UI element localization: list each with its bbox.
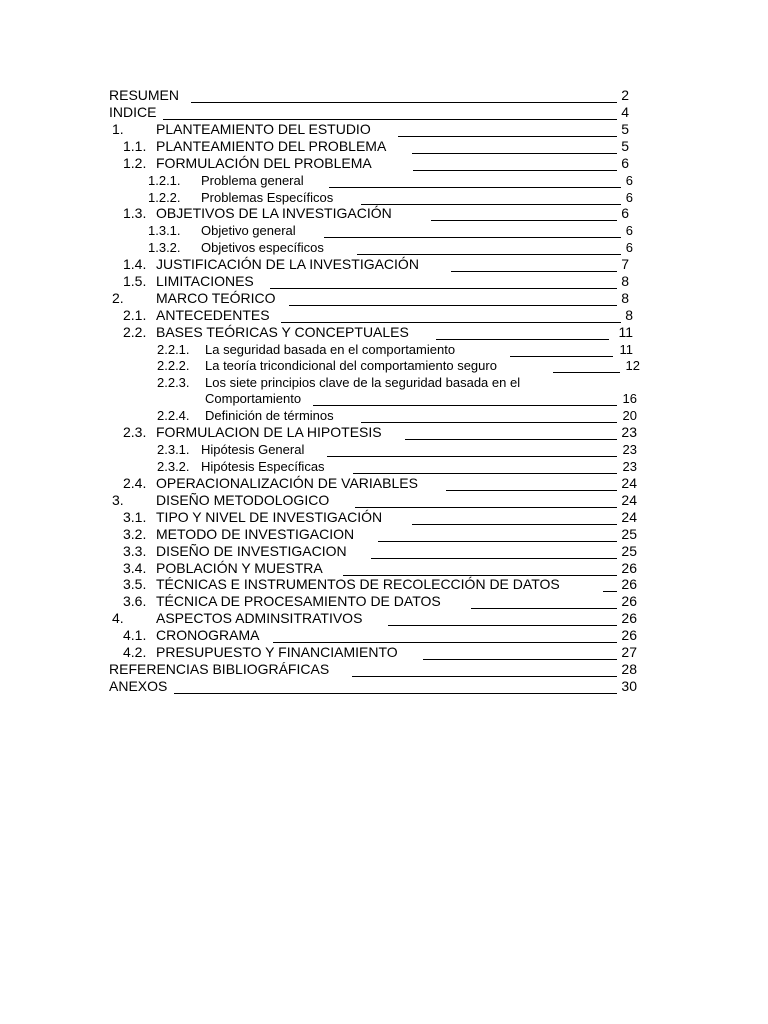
toc-leader xyxy=(313,390,617,406)
toc-entry-number: 2.2.1. xyxy=(157,342,190,357)
toc-entry-title: INDICE xyxy=(109,104,157,120)
toc-leader xyxy=(327,441,617,457)
toc-entry-title: Objetivos específicos xyxy=(201,240,324,255)
toc-entry-number: 2.3.2. xyxy=(157,459,190,474)
toc-leader xyxy=(436,324,609,340)
toc-entry-title: ANEXOS xyxy=(109,678,168,694)
toc-entry[interactable] xyxy=(109,441,637,458)
toc-entry[interactable] xyxy=(109,475,637,492)
toc-entry-page: 4 xyxy=(621,104,629,120)
toc-entry-number: 2.3.1. xyxy=(157,442,190,457)
toc-entry-title: Objetivo general xyxy=(201,223,296,238)
toc-entry-number: 2.2.4. xyxy=(157,408,190,423)
toc-entry-number: 2. xyxy=(112,290,124,306)
toc-entry-title: ANTECEDENTES xyxy=(156,307,270,323)
toc-entry-number: 1.3.2. xyxy=(148,240,181,255)
toc-leader xyxy=(163,104,617,120)
toc-entry-title: FORMULACIÓN DEL PROBLEMA xyxy=(156,155,372,171)
toc-entry[interactable] xyxy=(109,390,637,407)
toc-leader xyxy=(329,172,621,188)
toc-entry-page: 6 xyxy=(621,205,629,221)
toc-entry-title: JUSTIFICACIÓN DE LA INVESTIGACIÓN xyxy=(156,256,419,272)
toc-entry[interactable] xyxy=(109,374,633,391)
toc-entry[interactable] xyxy=(109,189,633,206)
toc-entry-title: Los siete principios clave de la seguridad basada en el xyxy=(205,375,521,390)
toc-entry-number: 3. xyxy=(112,492,124,508)
toc-leader xyxy=(357,239,621,255)
toc-entry-title: Problemas Específicos xyxy=(201,190,334,205)
toc-entry[interactable] xyxy=(109,357,640,374)
toc-entry-number: 3.6. xyxy=(123,593,147,609)
toc-leader xyxy=(405,424,617,440)
toc-entry-page: 26 xyxy=(621,593,637,609)
toc-leader xyxy=(174,678,617,694)
toc-entry-title: PLANTEAMIENTO DEL PROBLEMA xyxy=(156,138,387,154)
toc-entry-title: LIMITACIONES xyxy=(156,273,254,289)
toc-entry-number: 1.1. xyxy=(123,138,147,154)
toc-leader xyxy=(289,290,617,306)
toc-leader xyxy=(270,273,617,289)
toc-entry[interactable] xyxy=(109,678,637,695)
toc-entry-title: TÉCNICAS E INSTRUMENTOS DE RECOLECCIÓN DE DATOS xyxy=(156,576,560,592)
toc-entry-title: FORMULACION DE LA HIPOTESIS xyxy=(156,424,382,440)
toc-entry[interactable] xyxy=(109,104,633,121)
toc-entry-title: PRESUPUESTO Y FINANCIAMIENTO xyxy=(156,644,398,660)
toc-entry-number: 2.2.2. xyxy=(157,358,190,373)
toc-entry-number: 2.2. xyxy=(123,324,147,340)
toc-entry-number: 4.1. xyxy=(123,627,147,643)
toc-entry-title: POBLACIÓN Y MUESTRA xyxy=(156,560,323,576)
toc-entry-page: 6 xyxy=(625,190,633,205)
toc-entry[interactable] xyxy=(109,458,637,475)
toc-leader xyxy=(273,627,617,643)
toc-entry-page: 23 xyxy=(622,442,637,457)
toc-entry[interactable] xyxy=(109,424,637,441)
toc-entry-title: DISEÑO METODOLOGICO xyxy=(156,492,330,508)
toc-entry[interactable] xyxy=(109,627,637,644)
toc-leader xyxy=(324,222,621,238)
toc-leader xyxy=(471,593,617,609)
toc-entry-page: 5 xyxy=(621,138,629,154)
toc-entry-title: TIPO Y NIVEL DE INVESTIGACIÓN xyxy=(156,509,383,525)
toc-entry-number: 4.2. xyxy=(123,644,147,660)
toc-leader xyxy=(191,87,617,103)
toc-entry-page: 25 xyxy=(621,543,637,559)
toc-leader xyxy=(355,492,617,508)
toc-entry-title: Comportamiento xyxy=(205,391,302,406)
toc-entry-page: 26 xyxy=(621,560,637,576)
toc-entry-page: 20 xyxy=(622,408,637,423)
toc-leader xyxy=(510,341,613,357)
toc-entry-page: 25 xyxy=(621,526,637,542)
toc-entry-page: 24 xyxy=(621,509,637,525)
toc-entry-number: 1.5. xyxy=(123,273,147,289)
toc-entry-number: 1.4. xyxy=(123,256,147,272)
toc-entry-page: 26 xyxy=(621,627,637,643)
toc-entry-number: 3.3. xyxy=(123,543,147,559)
toc-entry-title: OPERACIONALIZACIÓN DE VARIABLES xyxy=(156,475,418,491)
toc-entry-number: 3.1. xyxy=(123,509,147,525)
toc-entry-number: 3.2. xyxy=(123,526,147,542)
toc-entry-page: 11 xyxy=(619,342,633,357)
toc-leader xyxy=(423,644,617,660)
toc-entry[interactable] xyxy=(109,593,637,610)
toc-entry[interactable] xyxy=(109,576,637,593)
toc-entry[interactable] xyxy=(109,205,633,222)
toc-leader xyxy=(451,256,617,272)
toc-leader xyxy=(343,560,617,576)
toc-entry-number: 2.2.3. xyxy=(157,375,190,390)
toc-entry-number: 1. xyxy=(112,121,124,137)
toc-entry-page: 23 xyxy=(622,459,637,474)
toc-entry-number: 3.4. xyxy=(123,560,147,576)
toc-leader xyxy=(361,189,621,205)
toc-entry-title: REFERENCIAS BIBLIOGRÁFICAS xyxy=(109,661,330,677)
toc-entry-page: 26 xyxy=(621,610,637,626)
toc-leader xyxy=(388,610,617,626)
toc-entry-page: 2 xyxy=(621,87,629,103)
toc-entry-page: 6 xyxy=(621,155,629,171)
toc-entry-page: 8 xyxy=(621,290,629,306)
toc-entry[interactable] xyxy=(109,222,633,239)
toc-entry-page: 8 xyxy=(625,307,633,323)
toc-entry[interactable] xyxy=(109,560,637,577)
toc-entry-title: MARCO TEÓRICO xyxy=(156,290,276,306)
toc-entry-title: ASPECTOS ADMINSITRATIVOS xyxy=(156,610,363,626)
toc-entry-page: 24 xyxy=(621,475,637,491)
toc-entry-page: 27 xyxy=(621,644,637,660)
toc-entry[interactable] xyxy=(109,610,637,627)
toc-entry-page: 6 xyxy=(625,223,633,238)
toc-entry-number: 1.2. xyxy=(123,155,147,171)
toc-entry-number: 4. xyxy=(112,610,124,626)
toc-leader xyxy=(371,543,617,559)
toc-leader xyxy=(378,526,617,542)
toc-entry[interactable] xyxy=(109,407,637,424)
toc-entry-page: 16 xyxy=(622,391,637,406)
toc-leader xyxy=(412,509,617,525)
toc-entry-number: 1.2.1. xyxy=(148,173,181,188)
toc-entry-page: 23 xyxy=(621,424,637,440)
toc-entry[interactable] xyxy=(109,172,633,189)
toc-leader xyxy=(431,205,617,221)
toc-entry[interactable] xyxy=(109,509,637,526)
toc-leader xyxy=(353,458,617,474)
toc-entry-title: Hipótesis Específicas xyxy=(201,459,325,474)
toc-entry-title: Problema general xyxy=(201,173,304,188)
toc-entry[interactable] xyxy=(109,644,637,661)
toc-entry[interactable] xyxy=(109,239,633,256)
toc-entry-page: 12 xyxy=(625,358,640,373)
toc-leader xyxy=(412,138,617,154)
toc-entry-title: Hipótesis General xyxy=(201,442,305,457)
toc-entry-title: DISEÑO DE INVESTIGACION xyxy=(156,543,347,559)
toc-entry-page: 6 xyxy=(625,173,633,188)
toc-entry-title: Definición de términos xyxy=(205,408,334,423)
toc-entry[interactable] xyxy=(109,324,633,341)
toc-entry-page: 26 xyxy=(621,576,637,592)
toc-entry-title: RESUMEN xyxy=(109,87,180,103)
toc-entry-title: METODO DE INVESTIGACION xyxy=(156,526,355,542)
toc-entry-title: La teoría tricondicional del comportamiento seguro xyxy=(205,358,497,373)
toc-entry-title: CRONOGRAMA xyxy=(156,627,260,643)
toc-entry-page: 7 xyxy=(621,256,629,272)
toc-entry-number: 2.1. xyxy=(123,307,147,323)
toc-entry-page: 24 xyxy=(621,492,637,508)
toc-entry-title: La seguridad basada en el comportamiento xyxy=(205,342,456,357)
toc-entry[interactable] xyxy=(109,87,633,104)
toc-entry-number: 2.4. xyxy=(123,475,147,491)
toc-leader xyxy=(361,407,617,423)
toc-entry-title: PLANTEAMIENTO DEL ESTUDIO xyxy=(156,121,371,137)
toc-entry[interactable] xyxy=(109,273,633,290)
toc-leader xyxy=(446,475,617,491)
toc-entry[interactable] xyxy=(109,543,637,560)
toc-entry-page: 5 xyxy=(621,121,629,137)
toc-entry-number: 3.5. xyxy=(123,576,147,592)
toc-leader xyxy=(553,357,620,373)
toc-entry[interactable] xyxy=(109,526,637,543)
toc-entry[interactable] xyxy=(109,661,637,678)
toc-entry[interactable] xyxy=(109,256,633,273)
toc-entry[interactable] xyxy=(109,138,633,155)
toc-entry-page: 11 xyxy=(618,324,633,340)
toc-entry-page: 6 xyxy=(625,240,633,255)
toc-entry[interactable] xyxy=(109,155,633,172)
toc-entry-page: 30 xyxy=(621,678,637,694)
toc-entry[interactable] xyxy=(109,307,633,324)
toc-leader xyxy=(603,576,617,592)
toc-entry-page: 28 xyxy=(621,661,637,677)
toc-entry[interactable] xyxy=(109,121,633,138)
toc-entry[interactable] xyxy=(109,492,637,509)
toc-entry[interactable] xyxy=(109,341,633,358)
toc-entry-number: 1.3.1. xyxy=(148,223,181,238)
toc-entry[interactable] xyxy=(109,290,633,307)
toc-entry-number: 1.3. xyxy=(123,205,147,221)
toc-entry-title: OBJETIVOS DE LA INVESTIGACIÓN xyxy=(156,205,392,221)
toc-entry-title: BASES TEÓRICAS Y CONCEPTUALES xyxy=(156,324,409,340)
toc-entry-title: TÉCNICA DE PROCESAMIENTO DE DATOS xyxy=(156,593,441,609)
toc-entry-number: 2.3. xyxy=(123,424,147,440)
toc-leader xyxy=(398,121,617,137)
toc-leader xyxy=(352,661,617,677)
toc-leader xyxy=(281,307,621,323)
toc-entry-page: 8 xyxy=(621,273,629,289)
toc-leader xyxy=(413,155,617,171)
toc-entry-number: 1.2.2. xyxy=(148,190,181,205)
